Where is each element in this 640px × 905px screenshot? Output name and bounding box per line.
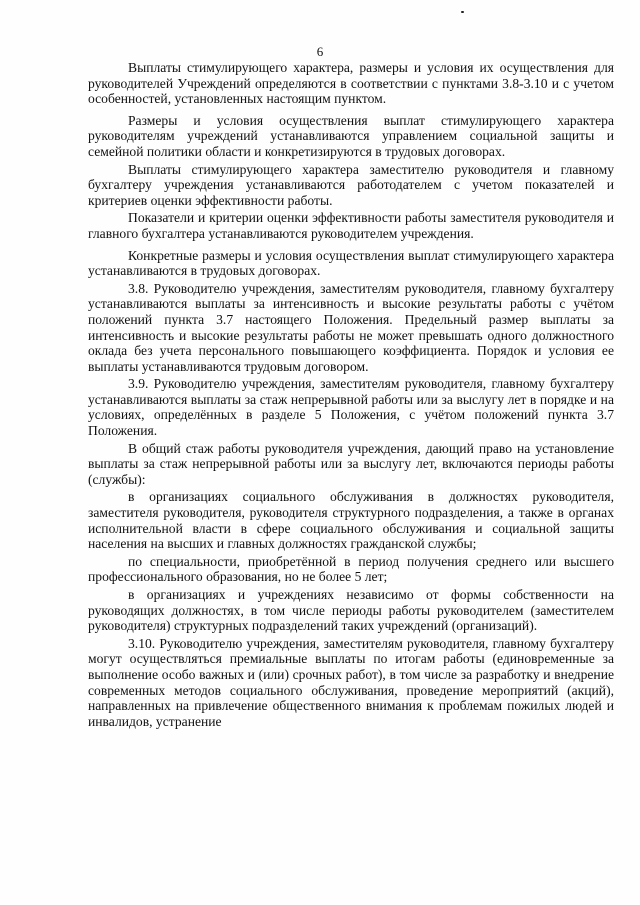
paragraph-criteria: Показатели и критерии оценки эффективности работы заместителя руководителя и главного бухгалтера устанавливаются руководителем учреждения.	[88, 210, 614, 241]
paragraph-heads-conditions: Размеры и условия осуществления выплат стимулирующего характера руководителям учреждений устанавливаются управлением социальной защиты и семейной политики области и конкретизируются в трудовых договорах.	[88, 112, 614, 159]
scan-speck	[461, 11, 464, 13]
paragraph-3-9: 3.9. Руководителю учреждения, заместителям руководителя, главному бухгалтеру устанавливаются выплаты за стаж непрерывной работы или за выслугу лет в порядке и на условиях, определённых в разделе 5 Положения, с учётом положений пункта 3.7 Положения.	[88, 376, 614, 439]
list-item-social-organizations: в организациях социального обслуживания в должностях руководителя, заместителя руководителя, руководителя структурного подразделения, а также в органах исполнительной власти в сфере социального обслуживания и социальной защиты населения на высших и главных должностях гражданской службы;	[88, 489, 614, 552]
paragraph-3-10: 3.10. Руководителю учреждения, заместителям руководителя, главному бухгалтеру могут осуществляться премиальные выплаты по итогам работы (единовременные за выполнение особо важных и (или) срочных работ), в том числе за разработку и внедрение современных методов социального обслуживания, проведение мероприятий (акций), направленных на привлечение общественного внимания к проблемам пожилых людей и инвалидов, устранение	[88, 635, 614, 729]
paragraph-3-8: 3.8. Руководителю учреждения, заместителям руководителя, главному бухгалтеру устанавливаются выплаты за интенсивность и высокие результаты работы с учётом положений пункта 3.7 настоящего Положения. Предельный размер выплаты за интенсивность и высокие результаты работы не может превышать одного должностного оклада без учета персонального повышающего коэффициента. Порядок и условия ее выплаты устанавливаются трудовым договором.	[88, 280, 614, 374]
paragraph-total-service: В общий стаж работы руководителя учреждения, дающий право на установление выплаты за стаж непрерывной работы или за выслугу лет, включаются периоды работы (службы):	[88, 440, 614, 487]
list-item-leadership-positions: в организациях и учреждениях независимо от формы собственности на руководящих должностях, в том числе периоды работы руководителем (заместителем руководителя) структурных подразделений таких учреждений (организаций).	[88, 587, 614, 634]
paragraph-stimulus-intro: Выплаты стимулирующего характера, размеры и условия их осуществления для руководителей Учреждений определяются в соответствии с пунктами 3.8-3.10 и с учетом особенностей, установленных настоящим пунктом.	[88, 60, 614, 107]
paragraph-deputy-accountant-payments: Выплаты стимулирующего характера заместителю руководителя и главному бухгалтеру учреждения устанавливаются работодателем с учетом показателей и критериев оценки эффективности работы.	[88, 161, 614, 208]
page-number: 6	[316, 44, 324, 59]
document-body	[88, 60, 614, 731]
paragraph-specific-sizes: Конкретные размеры и условия осуществления выплат стимулирующего характера устанавливаются в трудовых договорах.	[88, 247, 614, 279]
list-item-specialty: по специальности, приобретённой в период получения среднего или высшего профессионального образования, но не более 5 лет;	[88, 553, 614, 585]
